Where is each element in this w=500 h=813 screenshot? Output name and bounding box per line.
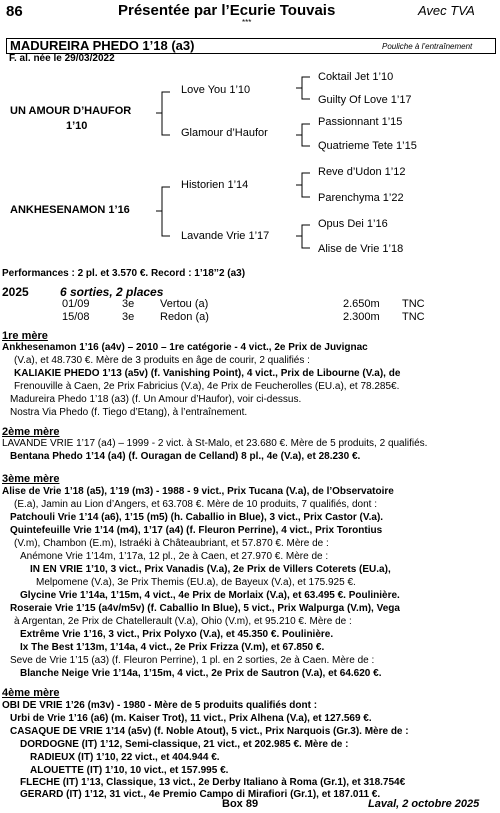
section-fourth-dam: 4ème mère <box>2 687 60 699</box>
race-distance: 2.650m <box>343 298 380 310</box>
stars-decoration: *** <box>242 18 252 27</box>
race-place: 3e <box>122 311 135 323</box>
ancestor-7: Opus Dei 1’16 <box>318 218 388 230</box>
dam-line: Roseraie Vrie 1’15 (a4v/m5v) (f. Caballio In Blue), 5 vict., Prix Walpurga (V.m), Vega <box>10 603 400 614</box>
race-track: Redon (a) <box>160 311 209 323</box>
sire-name: UN AMOUR D’HAUFOR <box>10 105 132 117</box>
dam-line: Extrême Vrie 1’16, 3 vict., Prix Polyxo (V.a), et 45.350 €. Poulinière. <box>20 629 334 640</box>
horse-name: MADUREIRA PHEDO 1’18 (a3) <box>10 38 195 53</box>
ancestor-3: Passionnant 1’15 <box>318 116 403 128</box>
horse-origin: F. al. née le 29/03/2022 <box>9 53 115 64</box>
dam-line: OBI DE VRIE 1’26 (m3v) - 1980 - Mère de 5 produits qualifiés dont : <box>2 700 318 711</box>
dam-line: Ankhesenamon 1’16 (a4v) – 2010 – 1re catégorie - 4 vict., 2e Prix de Juvignac <box>2 342 368 353</box>
dam-dam: Lavande Vrie 1’17 <box>181 230 270 242</box>
dam-sire: Historien 1’14 <box>181 179 249 191</box>
dam-name: ANKHESENAMON 1’16 <box>10 204 130 216</box>
dam-line: FLECHE (IT) 1’13, Classique, 13 vict., 2e Derby Italiano à Roma (Gr.1), et 318.754€ <box>20 777 406 788</box>
dam-line: RADIEUX (IT) 1’10, 22 vict., et 404.944 €. <box>30 752 220 763</box>
dam-line: Bentana Phedo 1’14 (a4) (f. Ouragan de Celland) 8 pl., 4e (V.a), et 28.230 €. <box>10 451 361 462</box>
dam-line: Frenouville à Caen, 2e Prix Fabricius (V.a), 4e Prix de Feucherolles (EU.a), et 78.285€. <box>14 381 400 392</box>
dam-line: (V.a), et 48.730 €. Mère de 3 produits en âge de courir, 2 qualifiés : <box>14 355 310 366</box>
ancestor-4: Quatrieme Tete 1’15 <box>318 140 417 152</box>
dam-line: Blanche Neige Vrie 1’14a, 1’15m, 4 vict., 2e Prix de Sautron (V.a), et 64.620 €. <box>20 668 382 679</box>
race-date: 15/08 <box>62 311 90 323</box>
dam-line: ALOUETTE (IT) 1’10, 10 vict., et 157.995 €. <box>30 765 229 776</box>
page-title: Présentée par l’Ecurie Touvais <box>118 2 336 19</box>
dam-line: Ix The Best 1’13m, 1’14a, 4 vict., 2e Prix Frizza (V.m), et 67.850 €. <box>20 642 325 653</box>
dam-line: IN EN VRIE 1’10, 3 vict., Prix Vanadis (V.a), 2e Prix de Villers Coterets (EU.a), <box>30 564 391 575</box>
section-third-dam: 3ème mère <box>2 473 60 485</box>
season-summary: 6 sorties, 2 places <box>60 285 164 299</box>
sire-record: 1’10 <box>66 120 88 132</box>
ancestor-6: Parenchyma 1’22 <box>318 192 404 204</box>
ancestor-8: Alise de Vrie 1’18 <box>318 243 404 255</box>
race-category: TNC <box>402 298 425 310</box>
season-year: 2025 <box>2 285 29 299</box>
dam-line: LAVANDE VRIE 1’17 (a4) – 1999 - 2 vict. à St-Malo, et 23.680 €. Mère de 5 produits, 2 qualifiés. <box>2 438 428 449</box>
ancestor-2: Guilty Of Love 1’17 <box>318 94 412 106</box>
section-second-dam: 2ème mère <box>2 426 60 438</box>
race-distance: 2.300m <box>343 311 380 323</box>
sire-sire: Love You 1’10 <box>181 84 251 96</box>
section-first-dam: 1re mère <box>2 330 48 342</box>
dam-line: CASAQUE DE VRIE 1’14 (a5v) (f. Noble Atout), 5 vict., Prix Narquois (Gr.3). Mère de : <box>10 726 409 737</box>
dam-line: Quintefeuille Vrie 1’14 (m4), 1’17 (a4) (f. Fleuron Perrine), 4 vict., Prix Torontius <box>10 525 383 536</box>
dam-line: Seve de Vrie 1’15 (a3) (f. Fleuron Perrine), 1 pl. en 2 sorties, 2e à Caen. Mère de : <box>10 655 375 666</box>
sale-date: Laval, 2 octobre 2025 <box>368 798 480 810</box>
dam-line: (V.m), Chambon (E.m), Istraéki à Châteaubriant, et 57.870 €. Mère de : <box>14 538 329 549</box>
dam-line: Melpomene (V.a), 3e Prix Themis (EU.a), de Bayeux (V.a), et 175.925 €. <box>36 577 356 588</box>
horse-status: Pouliche à l’entraînement <box>382 42 473 51</box>
dam-line: KALIAKIE PHEDO 1’13 (a5v) (f. Vanishing Point), 4 vict., Prix de Libourne (V.a), de <box>14 368 401 379</box>
dam-line: Nostra Via Phedo (f. Tiego d’Etang), à l’entraînement. <box>10 407 248 418</box>
dam-line: Urbi de Vrie 1’16 (a6) (m. Kaiser Trot), 11 vict., Prix Alhena (V.a), et 127.569 €. <box>10 713 372 724</box>
race-track: Vertou (a) <box>160 298 209 310</box>
tax-note: Avec TVA <box>418 3 475 18</box>
dam-line: Glycine Vrie 1’14a, 1’15m, 4 vict., 4e Prix de Morlaix (V.a), et 63.495 €. Poulinière. <box>20 590 400 601</box>
race-category: TNC <box>402 311 425 323</box>
dam-line: Patchouli Vrie 1’14 (a6), 1’15 (m5) (h. Caballio in Blue), 3 vict., Prix Castor (V.a). <box>10 512 384 523</box>
race-place: 3e <box>122 298 135 310</box>
ancestor-1: Coktail Jet 1’10 <box>318 71 394 83</box>
dam-line: Madureira Phedo 1’18 (a3) (f. Un Amour d’Haufor), voir ci-dessus. <box>10 394 302 405</box>
race-date: 01/09 <box>62 298 90 310</box>
ancestor-5: Reve d’Udon 1’12 <box>318 166 406 178</box>
dam-line: (E.a), Jamin au Lion d’Angers, et 63.708 €. Mère de 10 produits, 7 qualifiés, dont : <box>14 499 377 510</box>
box-number: Box 89 <box>222 798 259 810</box>
sire-dam: Glamour d’Haufor <box>181 127 268 139</box>
dam-line: Anémone Vrie 1’14m, 1’17a, 12 pl., 2e à Caen, et 27.970 €. Mère de : <box>20 551 329 562</box>
page-number: 86 <box>6 3 23 20</box>
dam-line: à Argentan, 2e Prix de Chatellerault (V.a), Ohio (V.m), et 95.210 €. Mère de : <box>14 616 352 627</box>
dam-line: GERARD (IT) 1’12, 31 vict., 4e Premio Campo di Mirafiori (Gr.1), et 187.011 €. <box>20 789 381 800</box>
performance-summary: Performances : 2 pl. et 3.570 €. Record : 1’18’’2 (a3) <box>2 268 246 279</box>
dam-line: DORDOGNE (IT) 1’12, Semi-classique, 21 vict., et 202.985 €. Mère de : <box>20 739 349 750</box>
dam-line: Alise de Vrie 1’18 (a5), 1’19 (m3) - 1988 - 9 vict., Prix Tucana (V.a), de l’Observatoire <box>2 486 394 497</box>
